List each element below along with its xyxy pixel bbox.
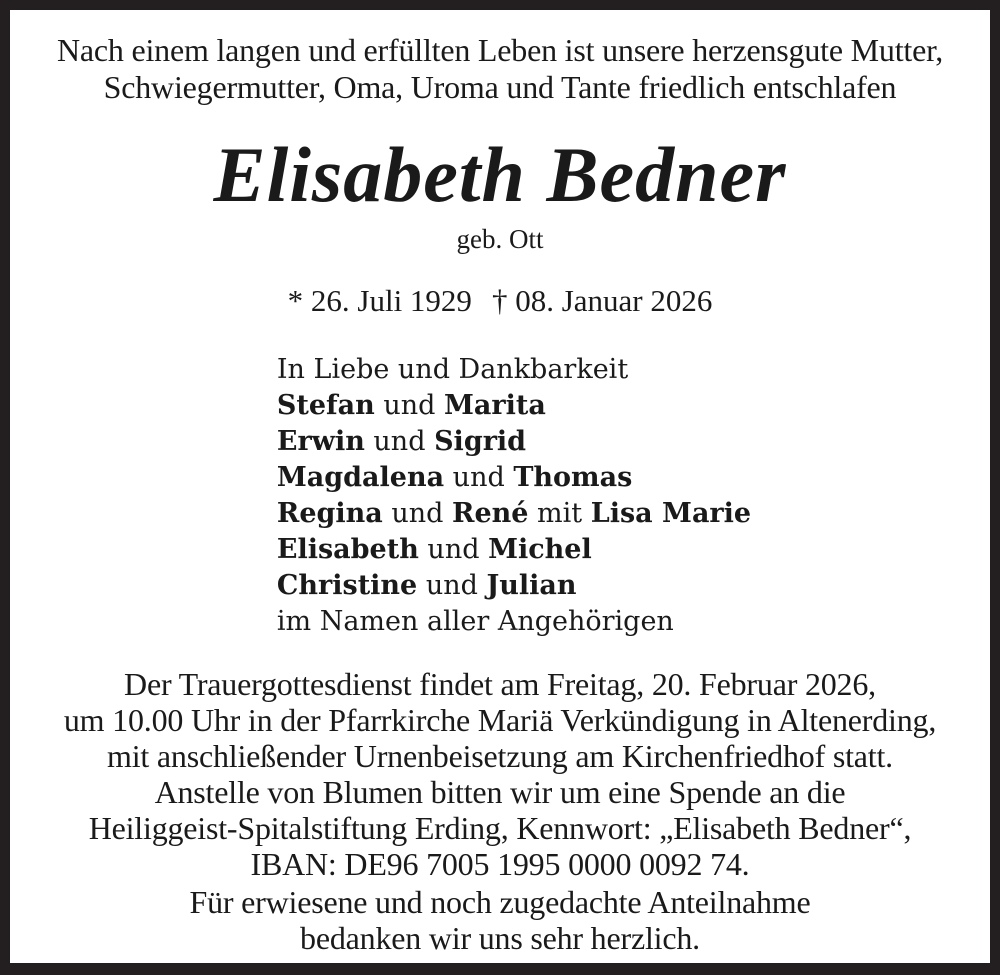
text-line: um 10.00 Uhr in der Pfarrkirche Mariä Verkündigung in Altenerding, [63, 702, 937, 738]
family-footer: im Namen aller Angehörigen [276, 606, 674, 637]
family-line [277, 460, 751, 496]
mourners-section [10, 352, 990, 640]
family-lines [277, 388, 751, 604]
connector-text: und [382, 498, 453, 529]
donation-info [10, 774, 990, 882]
text-line: Heiliggeist-Spitalstiftung Erding, Kennwort: „Elisabeth Bedner“, [88, 810, 912, 846]
family-line [277, 568, 751, 604]
text-line: IBAN: DE96 7005 1995 0000 0092 74. [250, 846, 750, 882]
family-member-name: Christine [276, 570, 418, 601]
family-member-name: Marita [444, 390, 546, 421]
family-line [277, 388, 751, 424]
thanks-text [10, 884, 990, 956]
text-line: Für erwiesene und noch zugedachte Anteilnahme [189, 884, 811, 920]
intro-text [10, 32, 990, 106]
deceased-name: Elisabeth Bedner [213, 131, 787, 218]
family-member-name: Julian [486, 570, 577, 601]
birth-date: * 26. Juli 1929 [287, 283, 472, 318]
text-line: mit anschließender Urnenbeisetzung am Kirchenfriedhof statt. [107, 738, 893, 774]
life-dates [10, 284, 990, 318]
connector-text: und [444, 462, 514, 493]
family-line [277, 532, 751, 568]
text-line: Anstelle von Blumen bitten wir um eine Spende an die [154, 774, 846, 810]
family-member-name: Sigrid [434, 426, 527, 457]
service-info [10, 666, 990, 774]
family-member-name: Magdalena [276, 462, 445, 493]
connector-text: und [374, 390, 445, 421]
connector-text: und [418, 534, 489, 565]
text-line: bedanken wir uns sehr herzlich. [300, 920, 700, 956]
intro-line-2: Schwiegermutter, Oma, Uroma und Tante friedlich entschlafen [103, 69, 897, 105]
connector-text: mit [528, 498, 591, 529]
mourners-block [277, 352, 751, 640]
intro-line-1: Nach einem langen und erfüllten Leben ist unsere herzensgute Mutter, [56, 32, 944, 68]
family-member-name: René [452, 498, 529, 529]
connector-text: und [364, 426, 435, 457]
family-line [277, 496, 751, 532]
family-member-name: Stefan [276, 390, 375, 421]
maiden-name: geb. Ott [456, 224, 544, 254]
tribute-intro: In Liebe und Dankbarkeit [276, 354, 629, 385]
family-member-name: Thomas [513, 462, 633, 493]
family-member-name: Michel [488, 534, 592, 565]
family-member-name: Lisa Marie [590, 498, 752, 529]
family-member-name: Regina [276, 498, 383, 529]
text-line: Der Trauergottesdienst findet am Freitag, 20. Februar 2026, [124, 666, 876, 702]
family-member-name: Erwin [276, 426, 365, 457]
family-line [277, 424, 751, 460]
connector-text: und [417, 570, 487, 601]
death-date: † 08. Januar 2026 [491, 283, 713, 318]
family-member-name: Elisabeth [276, 534, 419, 565]
